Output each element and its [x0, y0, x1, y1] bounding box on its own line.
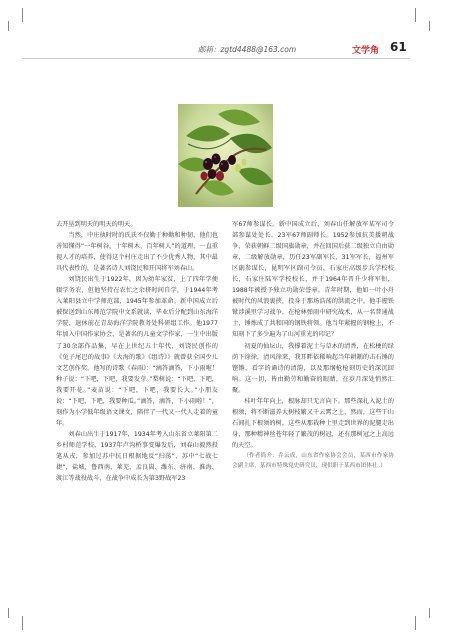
header-email: 邮箱：zgtd4488@163.com [198, 45, 297, 54]
paragraph: 初夏的仙坛山，我撑着泥土与草木的清香，在松梗的绿荫下徐徐，清风徐来，我耳畔依稀响起当年耕耦的击石锤的铿锵，看字的诵诗的清韵，以及那纲枪枪刻历史的深沉回响。这一切，皆由勤劳和勤奋的眼睛，在岁月深处悄然汇聚。 [232, 342, 394, 394]
crop-mark [429, 21, 430, 31]
paragraph: 刘春山出生于1917年，1934年考入山东省立莱阳第二乡村师范学校，1937年卢沟桥事变爆发后，刘春山毅然投笔从戎，参加过苏中抗日根据地反“扫荡”、苏中“七战七捷”，盐城，鲁西南、莱芜、孟良崮、潍东、济南、淮海、渡江等战役战斗，在战争中成长为第3野战军23 [56, 430, 218, 483]
left-text-column [56, 219, 218, 484]
paragraph: 当然，中庄执时时的氏氏不仅勤于种勤和种韧，他们也善知懂得“一年树谷，十年树木，百年树人”的道理，一直重视人才的培养，使得这个村庄走出了不少优秀人物，其中最具代表性的，是著名诗人刘饶民和开国将军刘春山。 [56, 232, 218, 273]
crop-mark [8, 608, 9, 618]
crop-mark [429, 608, 430, 618]
section-title: 文学角 [352, 46, 380, 56]
crop-mark [8, 21, 9, 31]
crop-mark [415, 616, 416, 630]
header-divider [22, 58, 410, 59]
mulberry-photo [178, 104, 273, 207]
paragraph: 刘饶民出生于1922年，因为幼年家贫，上了四年学便辍学务农，但他坚持在农忙之余挤时间自学，于1944年考入莱阳县立中学师范部，1945年参加革命。新中国成立后被保送到山东师范学院中文系就读，毕业后分配到山东海洋学院，退休前在青岛海洋学院教务处科研组工作。他1977年加入中国作家协会，是著名的儿童文学作家，一生中出版了30余部作品集，早在上世纪五十年代，刘饶民创作的《兔子尾巴的故事》《大海的歌》《组诗》》就曾获全国少儿文艺创作奖。他写的诗歌《春雨》：“滴答滴答，下小雨啦！种子说：“下吧，下吧，我要发芽。”梨树说：“下吧，下吧，我要开花。”麦苗说：“下吧，下吧，我要长大。”小朋友说：“下吧，下吧，我要种瓜。”滴答，滴答，下小雨啦！”，刻作为小学低年级语文课文，陪伴了一代又一代人走着的童年。 [56, 276, 218, 427]
crop-mark [415, 8, 416, 22]
crop-mark [22, 616, 23, 630]
right-text-column [232, 219, 394, 471]
crop-mark [22, 8, 23, 22]
paragraph: 桂叶年年向上，根脉却只无言向下。那些深扎入泥土的根须，将不断滋养大树枝繁又千云霄之上，然而，这些干山石间扎下根须的树，这些从那栽种土里走到世界的泥腿走出身，那种精神丝苍年轻了繁茂的树冠，还有那树冠之上高远的天空。 [232, 397, 394, 449]
paragraph: 军67师参谋长。新中国成立后，刘春山任解放军某军司令部参谋处处长，23军67师副师长。1952参加抗美援朝战争，荣获朝鲜二级国旗勋章，并在回国后获二级独立自由勋章，二级解放勋章，历任23军副军长，31军军长，福州军区副参谋长，昆明军区副司令员，石家庄高级步兵学校校长，石家庄陆军学校校长，并于1964年晋升少将军衔，1988年被授予独立功勋荣誉章。青年时期，他如一叶小舟被时代的风浪裹挟，投身于那场浩荡的洪流之中。他手握铁锨涉溪里学习战争，在枪林弹雨中研究战术，从一名普通战士，锤炼成了共和国的钢铁将领。他当年紧握的钢枪上，不知刻下了多少遍为了山河重光的印记？ [232, 221, 394, 339]
author-note: （作者简介：乔云成，山东省作家协会会员，某西市作家协会副主席，某西市特殊党史研究员，现供职于某西市团体社。） [232, 452, 394, 469]
paragraph: 去开垦到明天的明天的明天。 [56, 221, 137, 228]
page-number: 61 [390, 40, 407, 54]
